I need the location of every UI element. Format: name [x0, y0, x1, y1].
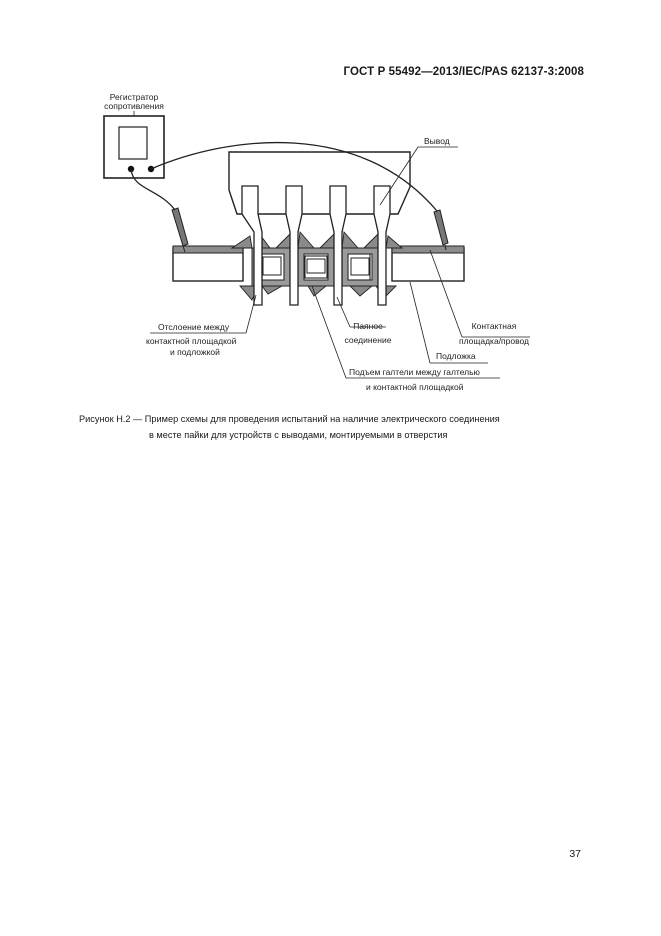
figure-caption: [79, 411, 579, 443]
caption-line-2: в месте пайки для устройств с выводами, монтируемыми в отверстия: [149, 430, 448, 440]
label-solder-2: соединение: [344, 335, 392, 345]
label-registrar-2: сопротивления: [104, 101, 164, 111]
caption-line-1: Рисунок Н.2 — Пример схемы для проведения испытаний на наличие электрического соединения: [79, 414, 500, 424]
label-peel-2: контактной площадкой: [146, 336, 237, 346]
label-lead: Вывод: [424, 136, 450, 146]
label-substrate: Подложка: [436, 351, 476, 361]
substrate: [173, 246, 464, 286]
resistance-meter: [104, 116, 164, 178]
label-pad-1: Контактная: [471, 321, 517, 331]
label-peel-1: Отслоение между: [158, 322, 230, 332]
meter-display: [119, 127, 147, 159]
label-lift-1: Подъем галтели между галтелью: [349, 367, 480, 377]
page-number: 37: [569, 848, 581, 860]
standard-header: ГОСТ Р 55492—2013/IEC/PAS 62137-3:2008: [343, 66, 584, 78]
label-peel-3: и подложкой: [170, 347, 220, 357]
test-setup-diagram: [0, 0, 661, 400]
label-registrar-1: Регистратор: [109, 92, 159, 102]
label-lift-2: и контактной площадкой: [366, 382, 464, 392]
label-solder-1: Паяное: [353, 321, 383, 331]
label-pad-2: площадка/провод: [458, 336, 530, 346]
